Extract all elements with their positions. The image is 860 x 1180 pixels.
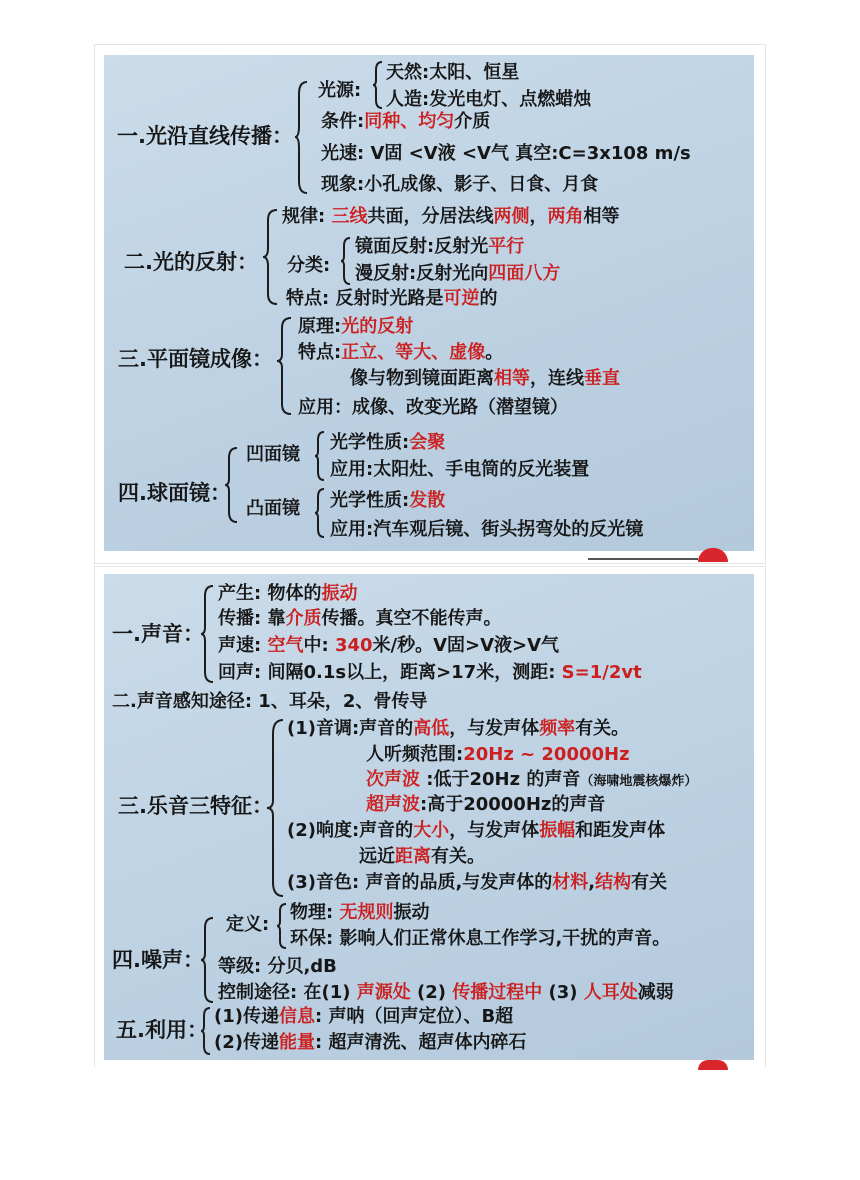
- p2-s5-brace: [200, 1006, 212, 1056]
- s2-mirror: 镜面反射:反射光平行: [355, 236, 525, 257]
- s2-feature: 特点: 反射时光路是可逆的: [286, 288, 498, 309]
- p2-s3-loudness-2: 远近距离有关。: [359, 846, 485, 867]
- s4-convex-brace: [314, 487, 326, 539]
- s4-concave: 凹面镜: [246, 444, 300, 465]
- s2-brace: [262, 208, 280, 306]
- p2-s1-heading: 一.声音：: [112, 622, 204, 646]
- s3-application: 应用：成像、改变光路（潜望镜）: [298, 397, 568, 418]
- s4-concave-prop: 光学性质:会聚: [330, 432, 446, 453]
- s2-class-label: 分类:: [287, 255, 331, 276]
- s2-heading: 二.光的反射：: [124, 250, 258, 274]
- p2-s4-environment: 环保: 影响人们正常休息工作学习,干扰的声音。: [290, 928, 671, 949]
- s1-artificial: 人造:发光电灯、点燃蜡烛: [386, 89, 592, 110]
- p2-s3-heading: 三.乐音三特征：: [118, 794, 273, 818]
- p2-s3-infra: 次声波 :低于20Hz 的声音（海啸地震核爆炸）: [366, 769, 698, 790]
- p2-s1-produce: 产生: 物体的振动: [218, 583, 358, 604]
- p2-s5-energy: (2)传递能量: 超声清洗、超声体内碎石: [214, 1032, 527, 1053]
- s4-heading: 四.球面镜：: [118, 481, 231, 505]
- slide-1-footer-mark: [588, 558, 698, 560]
- s1-phenomena: 现象:小孔成像、影子、日食、月食: [321, 174, 599, 195]
- p2-s3-ultra: 超声波:高于20000Hz的声音: [366, 794, 606, 815]
- slide-2-logo-icon: [698, 1060, 728, 1070]
- s4-convex: 凸面镜: [246, 498, 300, 519]
- s4-concave-app: 应用:太阳灶、手电筒的反光装置: [330, 459, 590, 480]
- p2-s1-propagate: 传播: 靠介质传播。真空不能传声。: [218, 608, 502, 629]
- s1-source-brace: [372, 60, 384, 110]
- p2-s4-brace: [200, 916, 216, 1004]
- p2-s4-def-label: 定义:: [226, 914, 270, 935]
- s1-natural: 天然:太阳、恒星: [386, 62, 520, 83]
- s1-brace: [294, 80, 310, 195]
- s1-heading: 一.光沿直线传播：: [117, 124, 293, 148]
- s3-heading: 三.平面镜成像：: [118, 347, 273, 371]
- s1-speed: 光速: V固 <V液 <V气 真空:C=3x108 m/s: [321, 143, 691, 164]
- p2-s4-control: 控制途径: 在(1) 声源处 (2) 传播过程中 (3) 人耳处减弱: [218, 982, 674, 1003]
- p2-s3-loudness: (2)响度:声音的大小，与发声体振幅和距发声体: [287, 820, 666, 841]
- p2-s2-heading: 二.声音感知途径: 1、耳朵，2、骨传导: [112, 691, 428, 712]
- p2-s4-physics: 物理: 无规则振动: [290, 902, 430, 923]
- s1-condition: 条件:同种、均匀介质: [321, 111, 491, 132]
- s3-feature: 特点:正立、等大、虚像。: [298, 342, 504, 363]
- p2-s3-pitch: (1)音调:声音的高低，与发声体频率有关。: [287, 718, 630, 739]
- p2-s5-info: (1)传递信息: 声呐（回声定位）、B超: [214, 1006, 514, 1027]
- s3-feature-2: 像与物到镜面距离相等，连线垂直: [350, 368, 620, 389]
- p2-s5-heading: 五.利用：: [116, 1018, 208, 1042]
- p2-s1-brace: [200, 584, 216, 684]
- s3-principle: 原理:光的反射: [298, 316, 414, 337]
- s2-law: 规律: 三线共面，分居法线两侧，两角相等: [282, 206, 620, 227]
- s4-brace: [224, 446, 240, 524]
- p2-s3-range: 人听频范围:20Hz ~ 20000Hz: [366, 744, 630, 765]
- s4-convex-app: 应用:汽车观后镜、街头拐弯处的反光镜: [330, 519, 644, 540]
- s4-concave-brace: [314, 430, 326, 482]
- p2-s4-level: 等级: 分贝,dB: [218, 956, 337, 977]
- s1-source-label: 光源:: [318, 80, 362, 101]
- p2-s3-brace: [266, 718, 286, 898]
- s2-class-brace: [340, 236, 352, 286]
- s3-brace: [276, 316, 294, 416]
- s2-diffuse: 漫反射:反射光向四面八方: [355, 263, 561, 284]
- p2-s1-echo: 回声: 间隔0.1s以上，距离>17米，测距: S=1/2vt: [218, 662, 642, 683]
- p2-s3-timbre: (3)音色: 声音的品质,与发声体的材料,结构有关: [287, 872, 668, 893]
- p2-s1-speed: 声速: 空气中: 340米/秒。V固>V液>V气: [218, 635, 560, 656]
- p2-s4-def-brace: [276, 902, 288, 950]
- p2-s4-heading: 四.噪声：: [112, 948, 204, 972]
- s4-convex-prop: 光学性质:发散: [330, 490, 446, 511]
